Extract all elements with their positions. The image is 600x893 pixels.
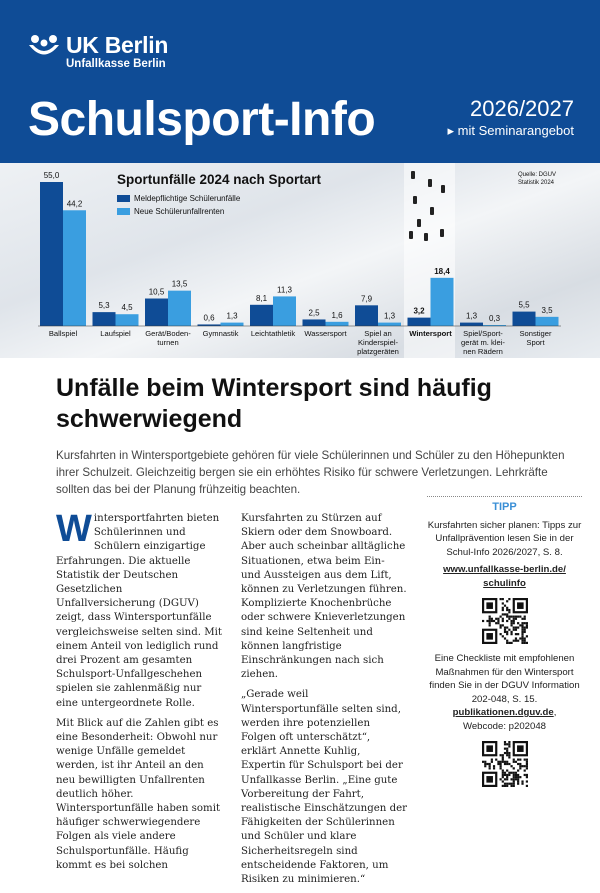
chart-title: Sportunfälle 2024 nach Sportart — [117, 172, 322, 187]
paragraph-text: intersportfahrten bieten Schülerinnen und Schülern einzigartige Erfahrungen. Die aktuelle Statistik der Deutschen Gesetzlichen Unfallversicherung (DGUV) zeigt, dass Wintersportunfälle vergleichsweise selten sind. Mit einem Anteil von lediglich rund drei Prozent am gesamten Schulsport-Unfallgeschehen spielen sie zahlenmäßig nur eine untergeordnete Rolle. — [56, 513, 222, 709]
chart-source — [518, 172, 556, 187]
category-label: Spiel/Sport- — [463, 329, 503, 338]
bar — [431, 278, 454, 326]
legend-label-series2: Neue Schülerunfallrenten — [134, 207, 225, 216]
category-label: Wintersport — [409, 329, 452, 338]
tip-text: Eine Checkliste mit empfohlenen Maßnahmen für den Wintersport finden Sie in der DGUV Information 202-048, S. 15. — [429, 653, 580, 705]
category-label: Ballspiel — [48, 329, 78, 338]
uk-berlin-logo[interactable] — [28, 34, 168, 71]
chart-legend — [117, 193, 240, 219]
data-label: 1,6 — [331, 310, 343, 320]
seminar-note: ▸ mit Seminarangebot — [447, 123, 574, 138]
tip-text: Kursfahrten sicher planen: Tipps zur Unfallprävention lesen Sie in der Schul-Info 2026/2027, S. 8. — [427, 519, 582, 558]
data-label: 1,3 — [383, 311, 396, 321]
bar — [63, 210, 86, 326]
paragraph — [56, 508, 222, 711]
article-intro: Kursfahrten in Wintersportgebiete gehören für viele Schülerinnen und Schüler zu den Höhepunkten ihrer Schulzeit. Gleichzeitig bergen sie ein erhöhtes Risiko für schwere Verletzungen. Lehrkräfte sollten das bei der Planung frühzeitig beachten. — [56, 449, 565, 496]
bar — [513, 312, 536, 326]
article-headline: Unfälle beim Wintersport sind häufig schwerwiegend — [56, 374, 492, 433]
link-text[interactable]: schulinfo — [483, 577, 526, 589]
category-label: Spiel an — [364, 329, 392, 338]
bar — [40, 182, 63, 326]
category-label: Sonstiger — [519, 329, 552, 338]
data-label: 5,5 — [518, 300, 530, 310]
legend-label-series1: Meldepflichtige Schülerunfälle — [134, 194, 241, 203]
data-label: 8,1 — [255, 293, 268, 303]
data-label: 13,5 — [171, 279, 188, 289]
bar — [145, 299, 168, 326]
data-label: 3,2 — [413, 306, 425, 316]
data-label: 0,3 — [488, 314, 501, 323]
category-label: gerät m. klei- — [461, 338, 505, 347]
logo-subtitle: Unfallkasse Berlin — [66, 58, 166, 70]
bar — [536, 317, 559, 326]
qr-code-icon[interactable] — [482, 741, 528, 787]
article-column-1 — [56, 508, 222, 879]
data-label: 44,2 — [66, 199, 83, 209]
data-label: 1,3 — [226, 311, 238, 321]
data-label: 2,5 — [308, 308, 320, 318]
data-label: 5,3 — [98, 301, 110, 311]
category-label: Gymnastik — [202, 329, 239, 338]
bar — [408, 318, 431, 326]
logo-name: UK Berlin — [66, 32, 169, 58]
bar — [168, 291, 191, 326]
category-label: Gerät/Boden- — [145, 329, 191, 338]
source-line: Quelle: DGUV — [518, 172, 557, 178]
category-label: turnen — [157, 338, 179, 347]
qr-code-icon[interactable] — [482, 598, 528, 644]
data-label: 55,0 — [43, 171, 60, 180]
tip-link-line — [427, 706, 582, 720]
category-label: platzgeräten — [357, 347, 399, 356]
legend-item-series2 — [117, 206, 240, 217]
category-label: Laufspiel — [100, 329, 131, 338]
bar — [326, 322, 349, 326]
link-suffix: , — [553, 707, 557, 718]
article-column-2 — [241, 512, 407, 893]
quote-paragraph: „Gerade weil Wintersportunfälle selten sind, werden ihre potenziellen Folgen oft unterschätzt“, erklärt Annette Kuhlig, Expertin für Schulsport bei der Unfallkasse Berlin. „Eine gute Vorbereitung der Fahrt, realistische Einschätzungen der Fähigkeiten der Schülerinnen und Schüler und klare Sicherheitsregeln sind entscheidende Faktoren, um Risiken zu minimieren.“ — [241, 689, 408, 886]
data-label: 10,5 — [148, 287, 165, 297]
edition-year: 2026/2027 — [470, 96, 574, 121]
logo-figures-icon — [28, 34, 60, 60]
data-label: 4,5 — [121, 303, 133, 313]
legend-item-series1 — [117, 193, 240, 204]
drop-cap: W — [56, 508, 92, 550]
tip-label: TIPP — [492, 501, 517, 513]
data-label: 1,3 — [465, 311, 478, 321]
data-label: 7,9 — [360, 294, 373, 304]
webcode: Webcode: p202048 — [462, 720, 547, 732]
paragraph: Kursfahrten zu Stürzen auf Skiern oder dem Snowboard. Aber auch scheinbar alltägliche Situationen, etwa beim Ein- und Aussteigen aus dem Lift, können zu Verletzungen führen. Komplizierte Knochenbrüche oder schwere Knieverletzungen sind keine Seltenheit und können langfristige Einschränkungen nach sich ziehen. — [241, 513, 407, 681]
source-line: Statistik 2024 — [518, 179, 555, 186]
category-label: Sport — [526, 338, 545, 347]
category-label: nen Rädern — [463, 347, 503, 356]
divider — [427, 496, 582, 497]
bar — [116, 314, 139, 326]
tip-link-schulinfo[interactable] — [427, 563, 582, 590]
bar — [273, 296, 296, 326]
bar — [460, 323, 483, 326]
legend-swatch-series2 — [117, 208, 130, 215]
bar — [355, 305, 378, 326]
legend-swatch-series1 — [117, 195, 130, 202]
header-banner — [0, 0, 600, 163]
data-label: 3,5 — [541, 305, 553, 315]
bar — [303, 319, 326, 326]
page-title: Schulsport-Info — [28, 93, 376, 146]
tip-box — [427, 496, 582, 795]
bar — [378, 323, 401, 326]
category-label: Wassersport — [304, 329, 347, 338]
data-label: 11,3 — [277, 285, 292, 295]
category-label: Leichtathletik — [250, 329, 296, 338]
data-label: 0,6 — [203, 313, 215, 323]
data-label: 18,4 — [434, 266, 450, 276]
bar — [250, 305, 273, 326]
link-dguv[interactable]: publikationen.dguv.de — [452, 707, 554, 718]
bar — [221, 323, 244, 326]
paragraph: Mit Blick auf die Zahlen gibt es eine Besonderheit: Obwohl nur wenige Unfälle gemeldet werden, ist ihr Anteil an den neu bewilligten Unfallrenten deutlich höher. Wintersportunfälle haben somit häufiger schwerwiegendere Folgen als viele andere Schulsportunfälle. Häufig kommt es bei solchen — [56, 717, 221, 871]
chart-panel — [0, 163, 600, 358]
bar-chart — [0, 163, 600, 358]
bar — [93, 312, 116, 326]
link-text[interactable]: www.unfallkasse-berlin.de/ — [443, 564, 566, 575]
category-label: Kinderspiel- — [357, 338, 399, 347]
